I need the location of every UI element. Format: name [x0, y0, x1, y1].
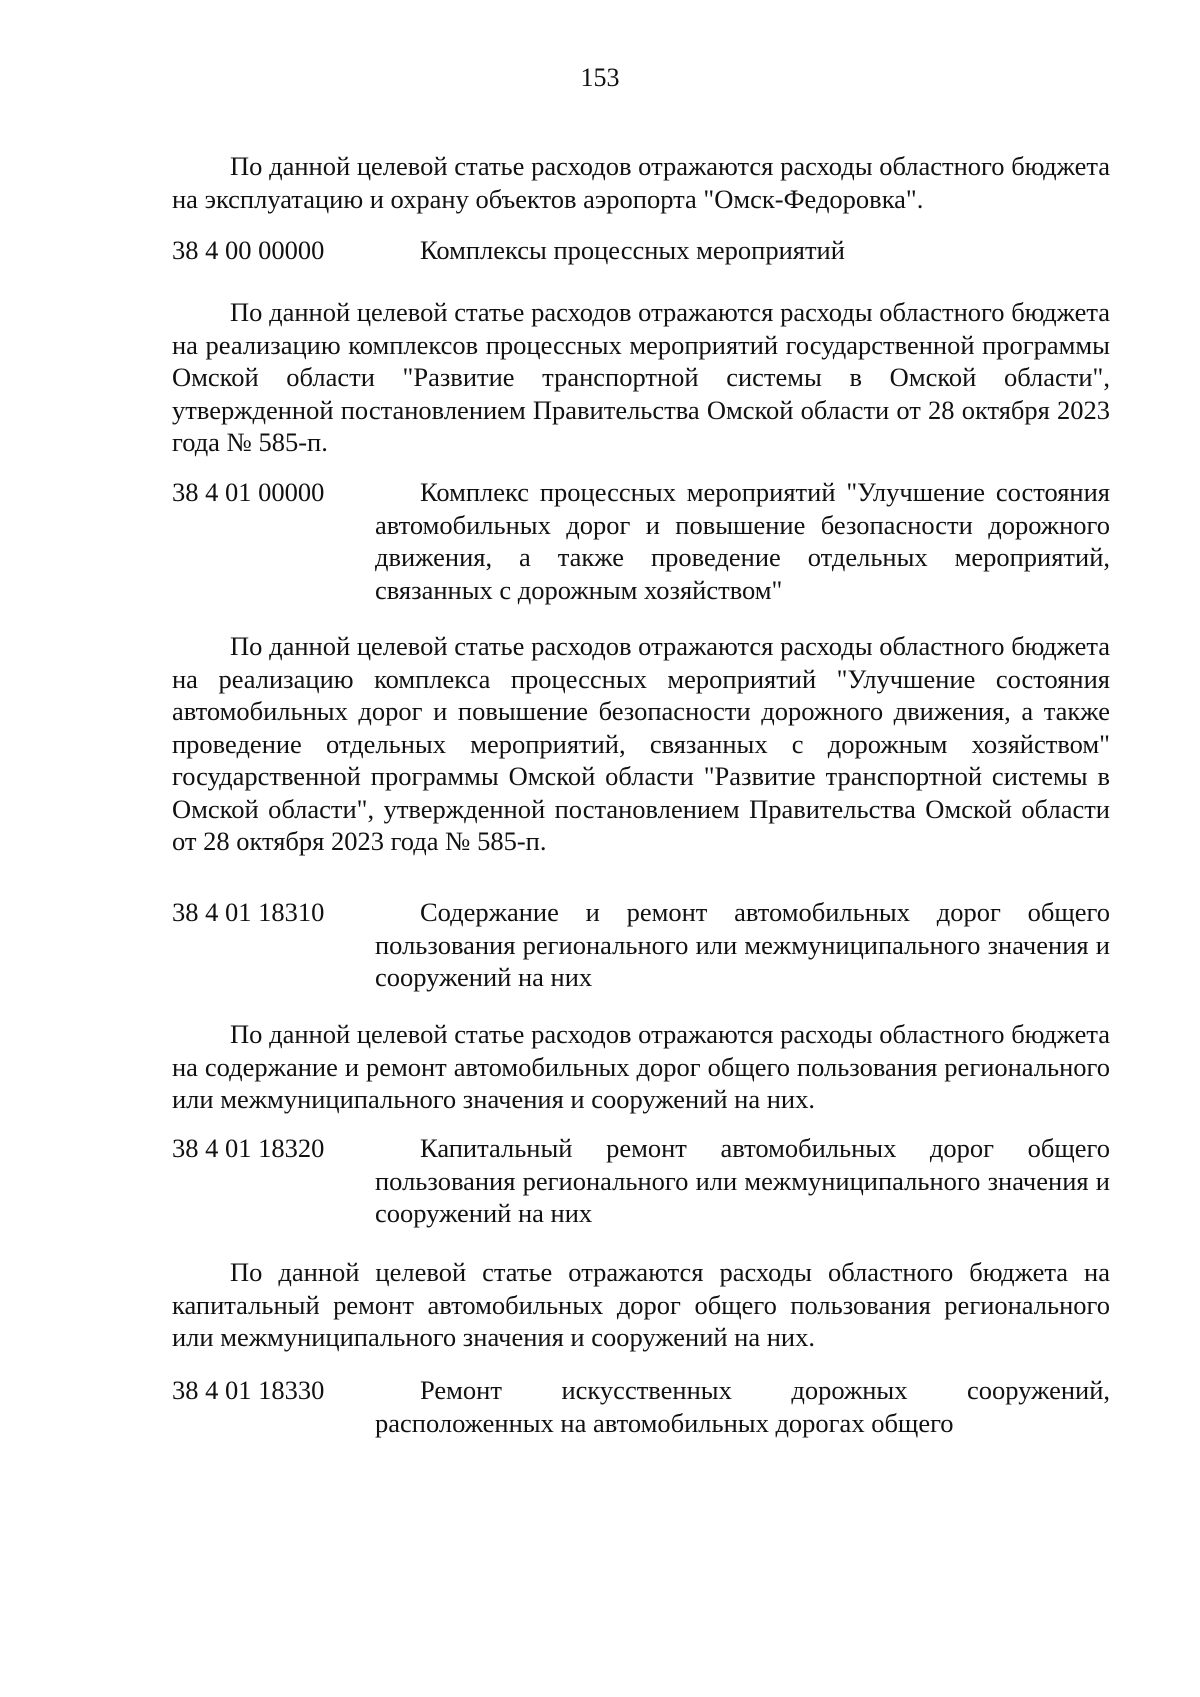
paragraph-process-complexes: По данной целевой статье расходов отражаются расходы областного бюджета на реализацию комплексов процессных мероприятий государственной программы Омской области "Развитие транспортной системы в Омской области", утвержденной постановлением Правительства Омской области от 28 октября 2023 года № 585-п. [172, 297, 1110, 457]
entry-code: 38 4 01 18330 [172, 1375, 325, 1405]
paragraph-capital-repair: По данной целевой статье отражаются расходы областного бюджета на капитальный ремонт автомобильных дорог общего пользования регионального или межмуниципального значения и сооружений на них. [172, 1257, 1110, 1352]
entry-code: 38 4 01 18310 [172, 897, 325, 927]
entry-title: Капитальный ремонт автомобильных дорог общего пользования регионального или межмуниципального значения и сооружений на них [375, 1133, 1110, 1228]
entry-title: Комплекс процессных мероприятий "Улучшение состояния автомобильных дорог и повышение безопасности дорожного движения, а также проведение отдельных мероприятий, связанных с дорожным хозяйством" [375, 477, 1110, 605]
entry-code: 38 4 01 18320 [172, 1133, 325, 1163]
entry-title: Содержание и ремонт автомобильных дорог общего пользования регионального или межмуниципального значения и сооружений на них [375, 897, 1110, 992]
entry-code: 38 4 00 00000 [172, 235, 325, 265]
paragraph-road-maintenance: По данной целевой статье расходов отражаются расходы областного бюджета на содержание и ремонт автомобильных дорог общего пользования регионального или межмуниципального значения и сооружений на них. [172, 1019, 1110, 1114]
entry-title: Комплексы процессных мероприятий [420, 235, 845, 265]
page-number: 153 [580, 63, 620, 92]
paragraph-airport-expenses: По данной целевой статье расходов отражаются расходы областного бюджета на эксплуатацию и охрану объектов аэропорта "Омск-Федоровка". [172, 151, 1110, 214]
entry-title: Ремонт искусственных дорожных сооружений, расположенных на автомобильных дорогах общего [375, 1375, 1110, 1438]
entry-code: 38 4 01 00000 [172, 477, 325, 507]
paragraph-road-improvement: По данной целевой статье расходов отражаются расходы областного бюджета на реализацию комплекса процессных мероприятий "Улучшение состояния автомобильных дорог и повышение безопасности дорожного движения, а также проведение отдельных мероприятий, связанных с дорожным хозяйством" государственной программы Омской области "Развитие транспортной системы в Омской области", утвержденной постановлением Правительства Омской области от 28 октября 2023 года № 585-п. [172, 631, 1110, 856]
